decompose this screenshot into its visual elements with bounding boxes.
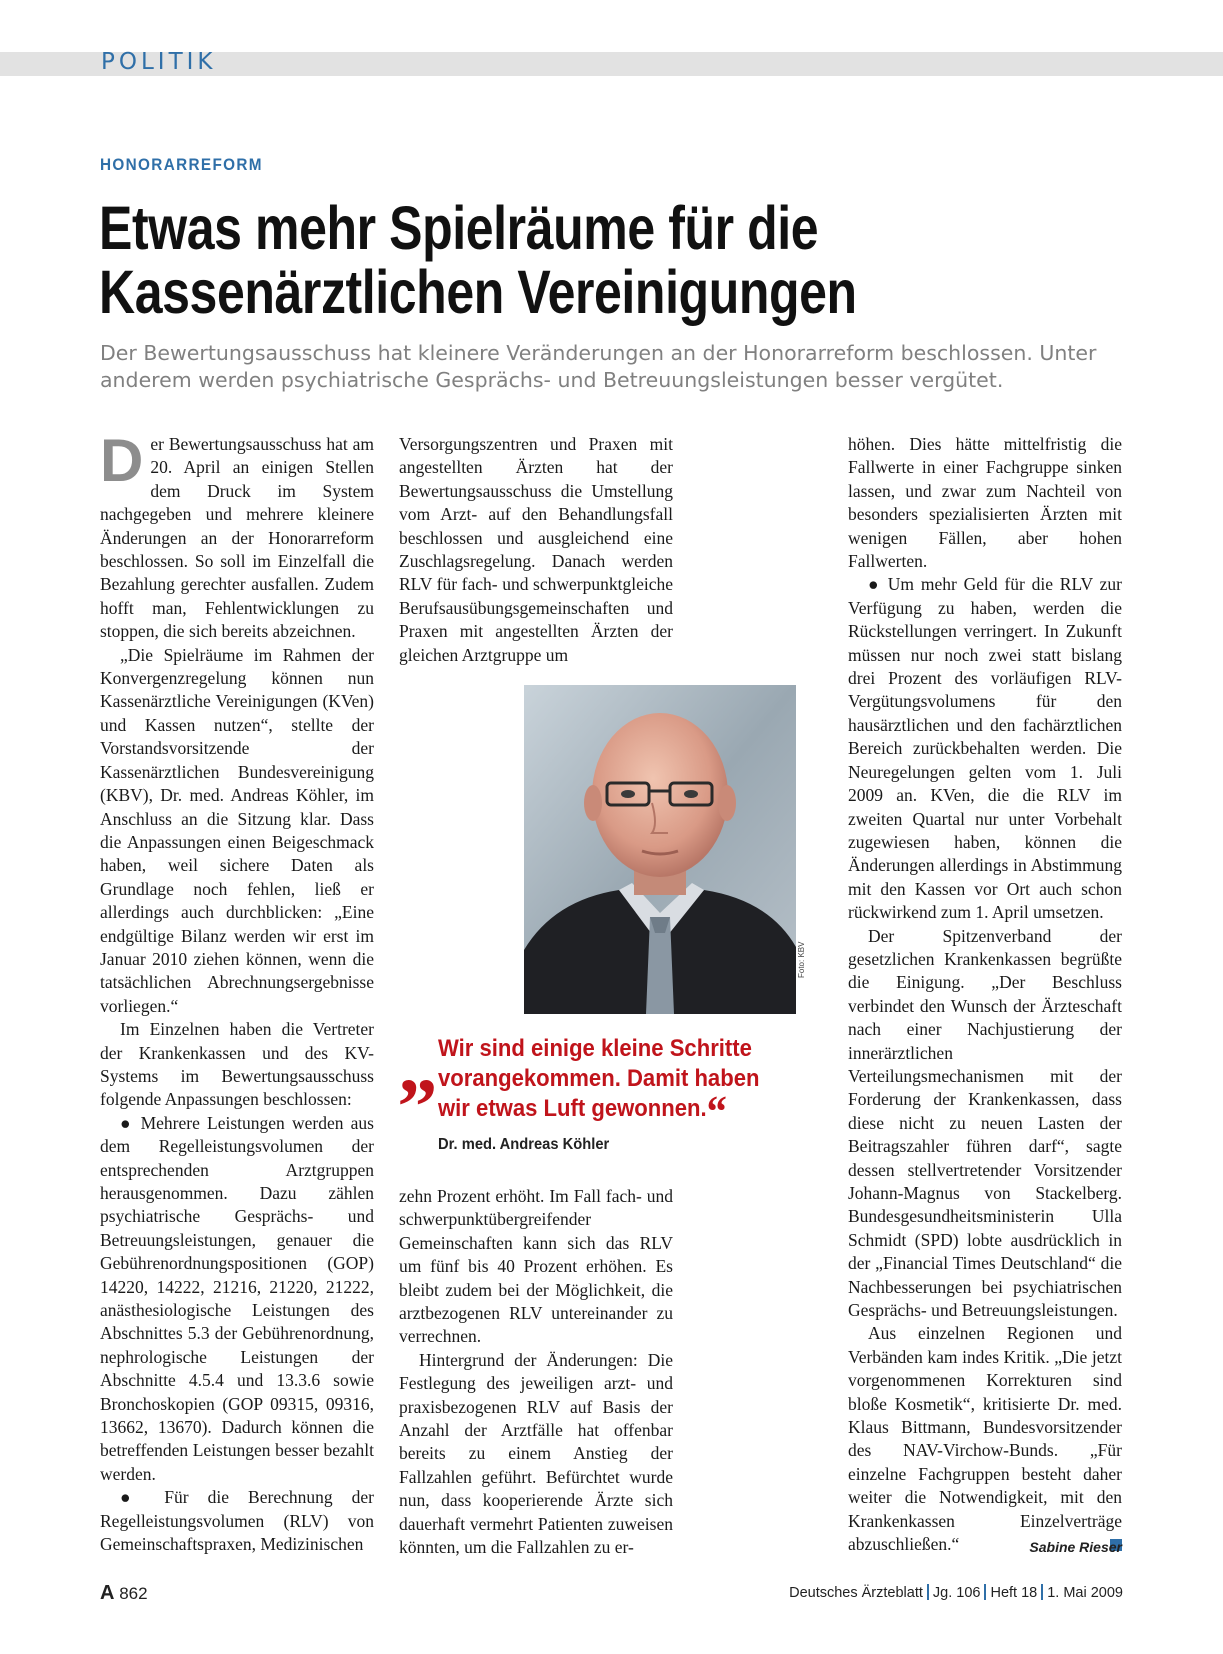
- dropcap: D: [100, 427, 144, 494]
- quote-open-mark: „: [398, 1022, 438, 1110]
- journal-issue: Heft 18: [990, 1585, 1038, 1601]
- article-column-2-continued: [399, 1185, 673, 1560]
- paragraph: Hintergrund der Änderungen: Die Festlegung des jeweiligen arzt- und praxisbezogenen RLV auf Basis der Anzahl der Arztfälle hat offenbar bereits zu einem Anstieg der Fallzahlen geführt. Befürchtet wurde nun, dass kooperierende Ärzte sich dauerhaft vermehrt Patienten zuweisen könnten, um die Fallzahlen zu er-: [399, 1349, 673, 1558]
- footer-separator: [984, 1584, 986, 1600]
- pull-quote: Wir sind einige kleine Schritte vorangekommen. Damit haben wir etwas Luft gewonnen.“: [438, 1035, 760, 1136]
- journal-date: 1. Mai 2009: [1047, 1585, 1123, 1601]
- journal-volume: Jg. 106: [932, 1585, 981, 1601]
- bullet-paragraph: ● Um mehr Geld für die RLV zur Verfügung zu haben, werden die Rückstellungen verringert. In Zukunft müssen nur noch zwei statt bislang drei Prozent des vorläufigen RLV-Vergütungsvolumens für den hausärztlichen und den fachärztlichen Bereich zurückbehalten werden. Die Neuregelungen gelten vom 1. Juli 2009 an. KVen, die die RLV im zweiten Quartal nur unter Vorbehalt zugewiesen haben, können die Änderungen allerdings in Abstimmung mit den Kassen vor Ort auch schon rückwirkend zum 1. April umsetzen.: [848, 574, 1122, 923]
- portrait-illustration: [524, 685, 796, 1014]
- article-lead: Der Bewertungsausschuss hat kleinere Veränderungen an der Honorarreform beschlossen. Unter anderem werden psychiatrische Gesprächs- und Betreuungsleistungen besser vergütet.: [100, 341, 1097, 392]
- journal-footer: [789, 1584, 1123, 1601]
- article-kicker: HONORARREFORM: [100, 155, 263, 174]
- paragraph: Im Einzelnen haben die Vertreter der Krankenkassen und des KV-Systems im Bewertungsausschuss folgende Anpassungen beschlossen:: [100, 1019, 374, 1110]
- article-author: Sabine Rieser: [1029, 1539, 1122, 1555]
- paragraph: Der Spitzenverband der gesetzlichen Krankenkassen begrüßte die Einigung. „Der Beschluss verbindet den Wunsch der Ärzteschaft nach einer Nachjustierung der innerärztlichen Verteilungsmechanismen mit der Forderung der Krankenkassen, dass diese nicht zu neuen Lasten der Beitragszahler führen darf“, sagte dessen stellvertretender Vorsitzender Johann-Magnus von Stackelberg. Bundesgesundheitsministerin Ulla Schmidt (SPD) lobte ausdrücklich in der „Financial Times Deutschland“ die Nachbesserungen bei psychiatrischen Gesprächs- und Betreuungsleistungen.: [848, 925, 1122, 1321]
- quote-close-mark: “: [706, 1087, 727, 1136]
- article-column-3: [848, 433, 1122, 1557]
- journal-name: Deutsches Ärzteblatt: [789, 1585, 923, 1601]
- headline-line-1: Etwas mehr Spielräume für die: [99, 194, 819, 262]
- article-column-2: [399, 433, 673, 667]
- paragraph: zehn Prozent erhöht. Im Fall fach- und schwerpunktübergreifender Gemeinschaften kann sich das RLV um fünf bis 40 Prozent erhöhen. Es bleibt zudem bei der Möglichkeit, die arztbezogenen RLV untereinander zu verrechnen.: [399, 1186, 673, 1347]
- paragraph: „Die Spielräume im Rahmen der Konvergenzregelung können nun Kassenärztliche Vereinigungen (KVen) und Kassen nutzen“, stellte der Vorstandsvorsitzende der Kassenärztlichen Bundesvereinigung (KBV), Dr. med. Andreas Köhler, im Anschluss an die Sitzung klar. Dass die Anpassungen einen Beigeschmack haben, weil sichere Daten als Grundlage noch fehlen, ließ er allerdings auch durchblicken: „Eine endgültige Bilanz werden wir erst im Januar 2010 ziehen können, wenn die tatsächlichen Abrechnungsergebnisse vorliegen.“: [100, 644, 374, 1016]
- quote-author: Dr. med. Andreas Köhler: [438, 1136, 610, 1153]
- portrait-photo: [524, 685, 796, 1014]
- paragraph: Der Bewertungsausschuss hat am 20. April an einigen Stellen dem Druck im System nachgegeben und mehrere kleinere Änderungen an der Honorarreform beschlossen. So soll im Einzelfall die Bezahlung gerechter ausfallen. Zudem hofft man, Fehlentwicklungen zu stoppen, die sich bereits abzeichnen.: [100, 427, 374, 642]
- bullet-paragraph: ● Mehrere Leistungen werden aus dem Regelleistungsvolumen der entsprechenden Arztgruppen herausgenommen. Dazu zählen psychiatrische Gesprächs- und Betreuungsleistungen, genauer die Gebührenordnungspositionen (GOP) 14220, 14222, 21216, 21220, 21222, anästhesiologische Leistungen des Abschnittes 5.3 der Gebührenordnung, nephrologische Leistungen der Abschnitte 4.5.4 und 13.3.6 sowie Bronchoskopien (GOP 09315, 09316, 13662, 13670). Dadurch können die betreffenden Leistungen besser bezahlt werden.: [100, 1112, 374, 1484]
- paragraph: Aus einzelnen Regionen und Verbänden kam indes Kritik. „Die jetzt vorgenommenen Korrekturen sind bloße Kosmetik“, kritisierte Dr. med. Klaus Bittmann, Bundesvorsitzender des NAV-Virchow-Bunds. „Für einzelne Fachgruppen besteht daher weiter die Notwendigkeit, mit den Krankenkassen Einzelverträge abzuschließen.“: [848, 1323, 1122, 1555]
- article-headline: [99, 196, 985, 324]
- photo-credit: Foto: KBV: [797, 941, 806, 978]
- section-label: POLITIK: [101, 49, 217, 75]
- paragraph: Versorgungszentren und Praxen mit angestellten Ärzten hat der Bewertungsausschuss die Umstellung vom Arzt- auf den Behandlungsfall beschlossen und ausgleichend eine Zuschlagsregelung. Danach werden RLV für fach- und schwerpunktgleiche Berufsausübungsgemeinschaften und Praxen mit angestellten Ärzten der gleichen Arztgruppe um: [399, 434, 673, 665]
- bullet-paragraph: ● Für die Berechnung der Regelleistungsvolumen (RLV) von Gemeinschaftspraxen, Medizinischen: [100, 1487, 374, 1555]
- article-column-1: [100, 427, 374, 1557]
- page-number: A 862: [100, 1582, 148, 1604]
- headline-line-2: Kassenärztlichen Vereinigungen: [99, 258, 857, 326]
- footer-separator: [1041, 1584, 1043, 1600]
- footer-separator: [927, 1584, 929, 1600]
- paragraph: höhen. Dies hätte mittelfristig die Fallwerte in einer Fachgruppe sinken lassen, und zwar zum Nachteil von besonders spezialisierten Ärzten mit wenigen Fällen, aber hohen Fallwerten.: [848, 434, 1122, 572]
